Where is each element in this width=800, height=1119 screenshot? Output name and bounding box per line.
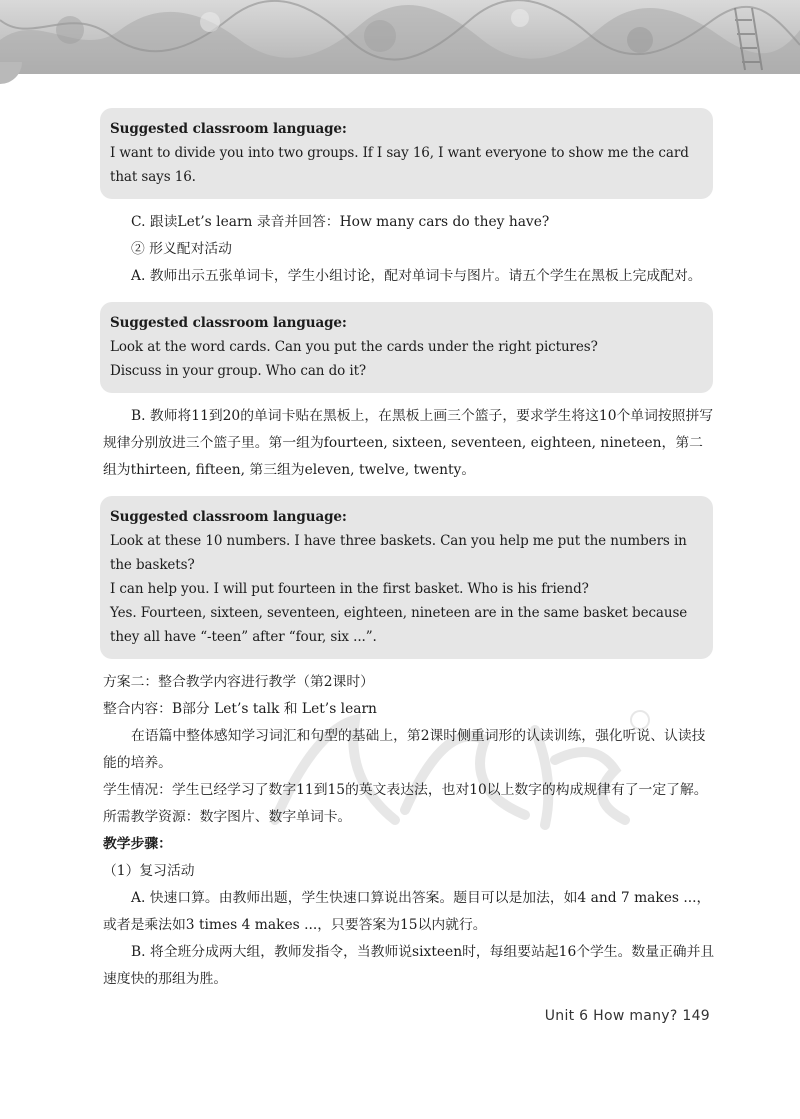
paragraph: 整合内容：B部分 Let’s talk 和 Let’s learn (103, 701, 377, 717)
box-line: Look at the word cards. Can you put the cards under the right pictures? (110, 339, 598, 355)
decorative-pattern-icon (0, 0, 800, 74)
box-line: Look at these 10 numbers. I have three baskets. Can you help me put the numbers in the baskets? (110, 533, 687, 573)
page-content (103, 108, 715, 993)
box-title: Suggested classroom language: (110, 121, 347, 137)
section-heading: 方案二：整合教学内容进行教学（第2课时） (103, 674, 374, 690)
steps-heading: 教学步骤： (103, 836, 172, 852)
paragraph: ② 形义配对活动 (131, 241, 232, 257)
suggested-language-box (100, 108, 713, 199)
paragraph: A. 教师出示五张单词卡，学生小组讨论，配对单词卡与图片。请五个学生在黑板上完成配对。 (131, 268, 702, 284)
box-line: I want to divide you into two groups. If I say 16, I want everyone to show me the card that says 16. (110, 145, 689, 185)
subheading: （1）复习活动 (103, 863, 195, 879)
paragraph: C. 跟读Let’s learn 录音并回答：How many cars do they have? (131, 214, 550, 230)
page-header-banner (0, 0, 800, 74)
paragraph: B. 教师将11到20的单词卡贴在黑板上，在黑板上画三个篮子，要求学生将这10个单词按照拼写规律分别放进三个篮子里。第一组为fourteen, sixteen, seventeen, eighteen, nineteen，第二组为thirteen, fifteen, 第三组为eleven, twelve, twenty。 (103, 408, 714, 478)
page-footer: Unit 6 How many? 149 (544, 1008, 710, 1024)
box-title: Suggested classroom language: (110, 315, 347, 331)
paragraph: 所需教学资源：数字图片、数字单词卡。 (103, 809, 352, 825)
paragraph: 学生情况：学生已经学习了数字11到15的英文表达法，也对10以上数字的构成规律有了一定了解。 (103, 782, 708, 798)
suggested-language-box (100, 496, 713, 659)
paragraph: B. 将全班分成两大组，教师发指令，当教师说sixteen时，每组要站起16个学生。数量正确并且速度快的那组为胜。 (103, 944, 715, 987)
suggested-language-box (100, 302, 713, 393)
header-corner-tab (0, 62, 22, 84)
box-title: Suggested classroom language: (110, 509, 347, 525)
paragraph: 在语篇中整体感知学习词汇和句型的基础上，第2课时侧重词形的认读训练，强化听说、认读技能的培养。 (103, 728, 706, 771)
box-line: I can help you. I will put fourteen in the first basket. Who is his friend? (110, 581, 589, 597)
box-line: Yes. Fourteen, sixteen, seventeen, eighteen, nineteen are in the same basket because they all have “-teen” after “four, six ...”. (110, 605, 688, 645)
paragraph: A. 快速口算。由教师出题，学生快速口算说出答案。题目可以是加法，如4 and 7 makes ...，或者是乘法如3 times 4 makes ...，只要答案为15以内就行。 (103, 890, 711, 933)
box-line: Discuss in your group. Who can do it? (110, 363, 367, 379)
